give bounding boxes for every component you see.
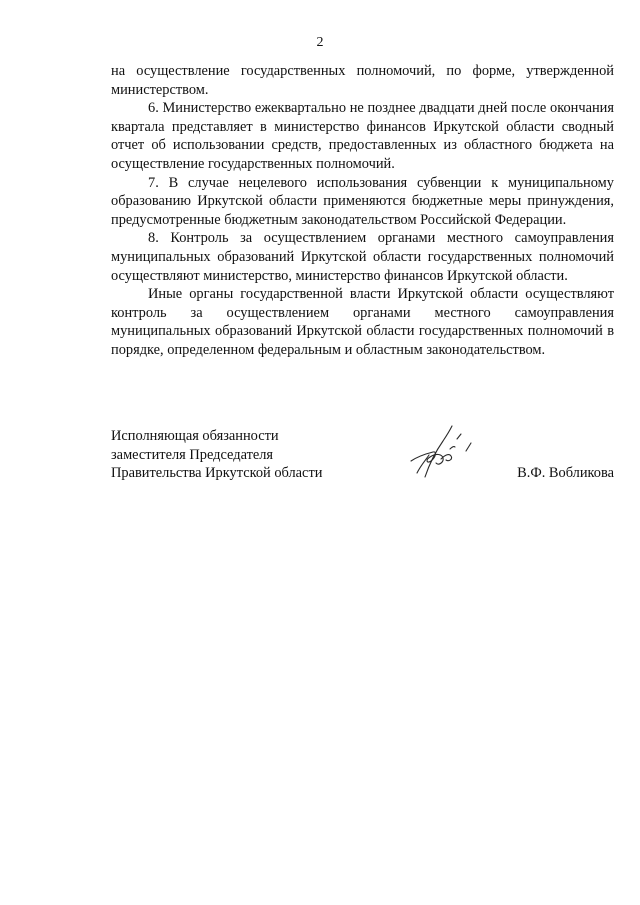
document-body: [111, 62, 614, 360]
paragraph-item-8: 8. Контроль за осуществлением органами местного самоуправления муниципальных образований Иркутской области государственных полномочий осуществляют министерство, министерство финансов Иркутской области.: [111, 230, 614, 284]
paragraph-continuation: на осуществление государственных полномочий, по форме, утвержденной министерством.: [111, 63, 614, 98]
paragraph-item-7: 7. В случае нецелевого использования субвенции к муниципальному образованию Иркутской области применяются бюджетные меры принуждения, предусмотренные бюджетным законодательством Российской Федерации.: [111, 174, 614, 228]
signer-title-line: заместителя Председателя: [111, 446, 274, 463]
paragraph-item-6: 6. Министерство ежеквартально не позднее двадцати дней после окончания квартала представляет в министерство финансов Иркутской области сводный отчет об использовании средств, предоставленных из областного бюджета на осуществление государственных полномочий.: [111, 100, 614, 172]
signer-title-line: Исполняющая обязанности: [111, 428, 279, 444]
paragraph-other-bodies: Иные органы государственной власти Иркутской области осуществляют контроль за осуществлением органами местного самоуправления муниципальных образований Иркутской области государственных полномочий в порядке, определенном федеральным и областным законодательством.: [111, 286, 614, 358]
handwritten-signature: [403, 421, 495, 483]
page-number: 2: [316, 35, 324, 50]
signer-title-line: Правительства Иркутской области: [111, 465, 323, 482]
signature-block: [111, 427, 614, 487]
signer-title: [111, 427, 371, 483]
signer-name: В.Ф. Вобликова: [517, 465, 614, 481]
